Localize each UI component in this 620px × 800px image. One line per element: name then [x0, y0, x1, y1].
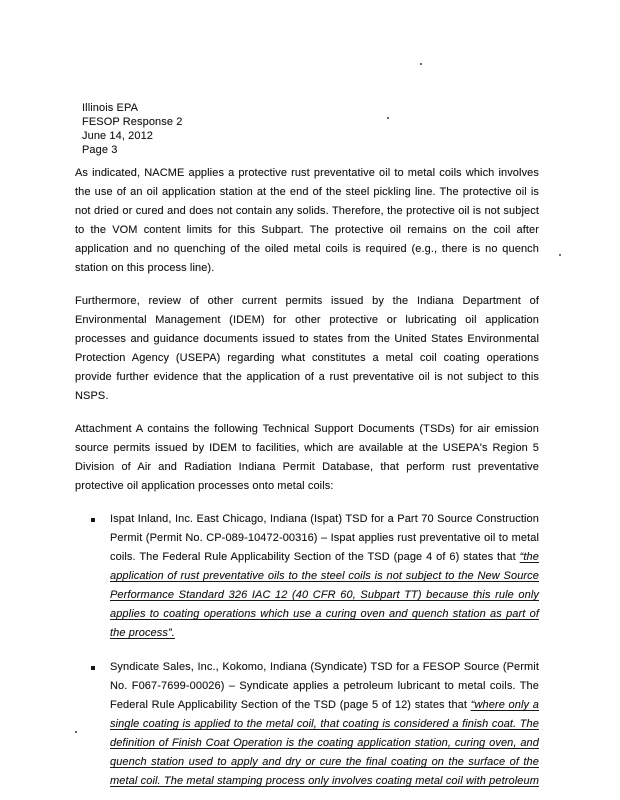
scan-speck — [420, 63, 422, 65]
paragraph-nacme-oil: As indicated, NACME applies a protective rust preventative oil to metal coils which involves the use of an oil application station at the end of the steel pickling line. The protective oil is not dried or cured and does not contain any solids. Therefore, the protective oil is not subject to the VOM content limits for this Subpart. The protective oil remains on the coil after application and no quenching of the oiled metal coils is required (e.g., there is no quench station on this process line). — [75, 167, 539, 274]
scan-speck — [387, 117, 389, 119]
tsd-bullet-list — [75, 510, 539, 791]
document-date: June 14, 2012 — [82, 130, 154, 142]
agency-name: Illinois EPA — [82, 102, 139, 114]
bullet-icon — [91, 666, 95, 670]
letterhead-block — [82, 101, 182, 157]
bullet-lead-text: Syndicate Sales, Inc., Kokomo, Indiana (Syndicate) TSD for a FESOP Source (Permit No. F067-7699-00026) – Syndicate applies a petroleum lubricant to metal coils. The Federal Rule Applicability Section of the TSD (page 5 of 12) states that — [110, 661, 539, 711]
page-number: Page 3 — [82, 144, 118, 156]
quoted-citation: “the application of rust preventative oils to the steel coils is not subject to the New Source Performance Standard 326 IAC 12 (40 CFR 60, Subpart TT) because this rule only applies to coating operations which use a curing oven and quench station as part of the process”. — [110, 551, 539, 639]
paragraph-idem-review: Furthermore, review of other current permits issued by the Indiana Department of Environmental Management (IDEM) for other protective or lubricating oil application processes and guidance documents issued to states from the United States Environmental Protection Agency (USEPA) regarding what constitutes a metal coil coating operations provide further evidence that the application of a rust preventative oil is not subject to this NSPS. — [75, 295, 539, 402]
document-body — [75, 164, 539, 800]
paragraph-attachment-a: Attachment A contains the following Technical Support Documents (TSDs) for air emission source permits issued by IDEM to facilities, which are available at the USEPA's Region 5 Division of Air and Radiation Indiana Permit Database, that perform rust preventative protective oil application processes onto metal coils: — [75, 423, 539, 492]
document-title: FESOP Response 2 — [82, 116, 183, 128]
scan-speck — [559, 254, 561, 256]
quoted-citation: “where only a single coating is applied to the metal coil, that coating is considered a finish coat. The definition of Finish Coat Operation is the coating application station, curing oven, and quench station used to apply and dry or cure the final coating on the surface of the metal coil. The metal stamping process only involves coating metal coil with petroleum — [110, 699, 539, 787]
list-item-ispat — [110, 510, 539, 643]
scan-speck — [75, 731, 77, 733]
bullet-lead-text: Ispat Inland, Inc. East Chicago, Indiana (Ispat) TSD for a Part 70 Source Construction Permit (Permit No. CP-089-10472-00316) – Ispat applies rust preventative oil to metal coils. The Federal Rule Applicability Section of the TSD (page 4 of 6) states that — [110, 513, 539, 563]
bullet-icon — [91, 518, 95, 522]
list-item-syndicate — [110, 658, 539, 791]
